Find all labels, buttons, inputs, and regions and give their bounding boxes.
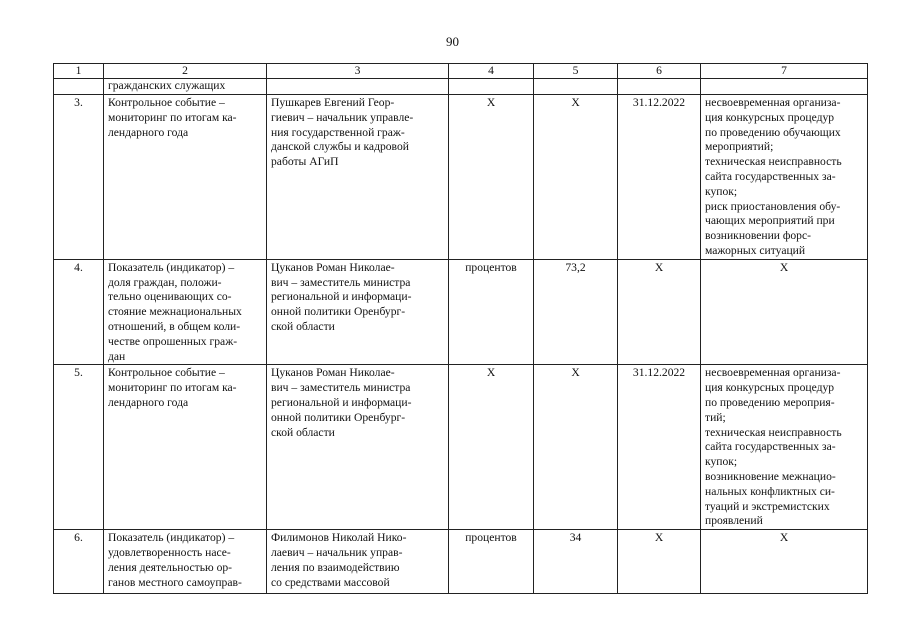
cell-value: 73,2: [534, 259, 618, 365]
table-row: [54, 365, 868, 530]
header-cell-3: 3: [267, 64, 449, 79]
header-cell-6: 6: [618, 64, 701, 79]
cell-unit: процентов: [449, 530, 534, 594]
cell-unit: процентов: [449, 259, 534, 365]
cell-empty: [449, 79, 534, 95]
table-row-continuation: [54, 79, 868, 95]
cell-empty: [54, 79, 104, 95]
cell-number: 4.: [54, 259, 104, 365]
cell-date: Х: [618, 259, 701, 365]
cell-name: гражданских служащих: [104, 79, 267, 95]
cell-risks: Х: [701, 259, 868, 365]
cell-responsible: Пушкарев Евгений Геор- гиевич – начальник управле- ния государственной граж- данской службы и кадровой работы АГиП: [267, 95, 449, 260]
cell-number: 3.: [54, 95, 104, 260]
table-row: [54, 95, 868, 260]
cell-responsible: Цуканов Роман Николае- вич – заместитель министра региональной и информаци- онной политики Оренбург- ской области: [267, 259, 449, 365]
cell-name: Показатель (индикатор) – удовлетворенность насе- ления деятельностью ор- ганов местного самоуправ-: [104, 530, 267, 594]
cell-number: 5.: [54, 365, 104, 530]
header-cell-7: 7: [701, 64, 868, 79]
cell-name: Показатель (индикатор) – доля граждан, положи- тельно оценивающих со- стояние межнациональных отношений, в общем коли- честве опрошенных граж- дан: [104, 259, 267, 365]
cell-name: Контрольное событие – мониторинг по итогам ка- лендарного года: [104, 95, 267, 260]
cell-empty: [618, 79, 701, 95]
cell-responsible: Филимонов Николай Нико- лаевич – начальник управ- ления по взаимодействию со средствами массовой: [267, 530, 449, 594]
document-table: [53, 63, 868, 594]
header-cell-1: 1: [54, 64, 104, 79]
table-row: [54, 259, 868, 365]
cell-value: Х: [534, 365, 618, 530]
cell-risks: Х: [701, 530, 868, 594]
cell-empty: [267, 79, 449, 95]
cell-name: Контрольное событие – мониторинг по итогам ка- лендарного года: [104, 365, 267, 530]
header-cell-5: 5: [534, 64, 618, 79]
cell-empty: [701, 79, 868, 95]
cell-value: 34: [534, 530, 618, 594]
cell-empty: [534, 79, 618, 95]
cell-number: 6.: [54, 530, 104, 594]
cell-date: 31.12.2022: [618, 95, 701, 260]
cell-date: 31.12.2022: [618, 365, 701, 530]
cell-risks: несвоевременная организа- ция конкурсных процедур по проведению мероприя- тий; техническая неисправность сайта государственных за- купок; возникновение межнацио- нальных конфликтных си- туаций и экстремистских проявлений: [701, 365, 868, 530]
cell-responsible: Цуканов Роман Николае- вич – заместитель министра региональной и информаци- онной политики Оренбург- ской области: [267, 365, 449, 530]
cell-unit: Х: [449, 365, 534, 530]
table-row: [54, 530, 868, 594]
cell-value: Х: [534, 95, 618, 260]
header-row: [54, 64, 868, 79]
header-cell-2: 2: [104, 64, 267, 79]
cell-unit: Х: [449, 95, 534, 260]
page-number: 90: [446, 34, 459, 49]
header-cell-4: 4: [449, 64, 534, 79]
cell-risks: несвоевременная организа- ция конкурсных процедур по проведению обучающих мероприятий; техническая неисправность сайта государственных за- купок; риск приостановления обу- чающих мероприятий при возникновении форс- мажорных ситуаций: [701, 95, 868, 260]
cell-date: Х: [618, 530, 701, 594]
